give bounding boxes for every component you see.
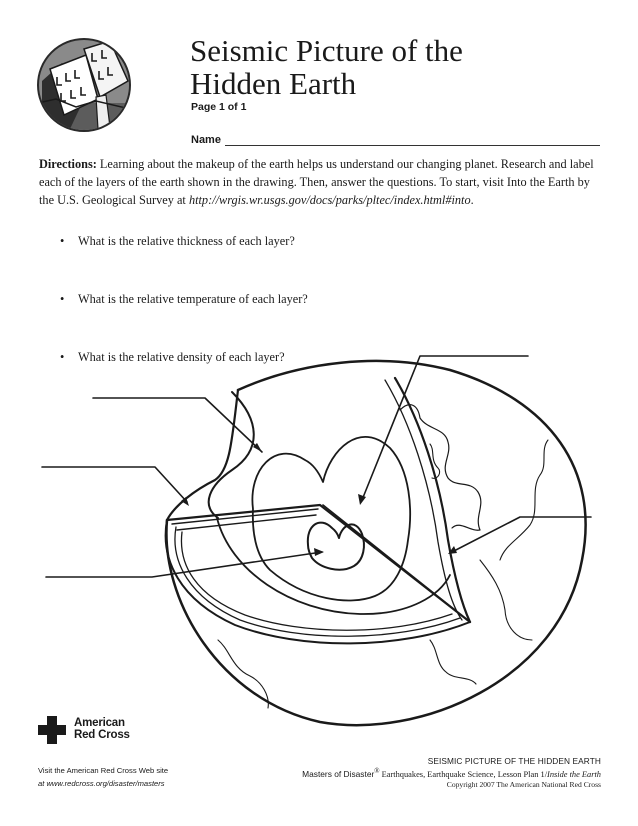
red-cross-icon <box>38 716 66 744</box>
org-name <box>74 717 130 741</box>
page-number-label: Page 1 of 1 <box>191 101 247 113</box>
bullet-icon: • <box>60 292 65 306</box>
continent-5 <box>430 640 476 684</box>
cut-face-right-edge <box>395 378 470 622</box>
earthquake-buildings-logo-icon <box>36 37 132 133</box>
title-line-1: Seismic Picture of the <box>190 33 463 68</box>
directions-period: . <box>470 193 474 207</box>
name-label: Name <box>191 134 221 146</box>
globe-outline <box>166 361 585 725</box>
footer-series: Masters of Disaster <box>302 768 375 779</box>
registered-mark: ® <box>374 767 380 775</box>
usgs-link[interactable]: http://wrgis.wr.usgs.gov/docs/parks/pltec/index.html#into <box>188 193 471 207</box>
mantle-boundary <box>209 392 254 518</box>
title-line-2: Hidden Earth <box>190 66 357 101</box>
name-input-line[interactable] <box>225 145 600 146</box>
directions-text: Learning about the makeup of the earth helps us understand our changing planet. Research and label each of the layers of the earth shown in the drawing. Then, answer the questions. To start, visit Into the Earth by the U.S. Geological Survey at <box>39 157 594 207</box>
question-text: What is the relative temperature of each layer? <box>78 292 308 306</box>
footer-lesson-plan <box>302 766 601 780</box>
footer-copyright: Copyright 2007 The American National Red Cross <box>446 779 601 789</box>
visit-link[interactable]: at www.redcross.org/disaster/masters <box>38 779 165 788</box>
inner-core <box>308 523 364 570</box>
crust-inner-arc-2 <box>181 532 452 630</box>
crust-edge <box>167 390 238 520</box>
core-slice-line <box>323 505 470 622</box>
directions-paragraph <box>39 155 604 209</box>
visit-note <box>38 764 168 790</box>
label-line-outer-core <box>362 356 528 500</box>
question-text: What is the relative density of each layer? <box>78 350 285 364</box>
earth-cutaway-icon <box>0 340 638 740</box>
visit-line-1: Visit the American Red Cross Web site <box>38 766 169 775</box>
arrow-outer-core <box>358 494 366 505</box>
question-item <box>60 292 308 307</box>
question-text: What is the relative thickness of each layer? <box>78 234 295 248</box>
continent-4 <box>480 560 532 640</box>
footer-doc-title: SEISMIC PICTURE OF THE HIDDEN EARTH <box>427 756 601 766</box>
bullet-icon: • <box>60 234 65 248</box>
org-name-line-1: American <box>74 717 125 729</box>
arrow-inner-core <box>314 548 324 556</box>
directions-label: Directions: <box>39 157 97 171</box>
label-line-mantle <box>42 467 187 502</box>
continent-1 <box>400 405 481 531</box>
question-item <box>60 234 295 249</box>
bullet-icon: • <box>60 350 65 364</box>
continent-3 <box>500 440 548 560</box>
org-name-line-2: Red Cross <box>74 729 130 741</box>
footer-info <box>302 756 601 790</box>
footer-plan-text: Earthquakes, Earthquake Science, Lesson Plan 1/ <box>381 769 548 779</box>
cut-face-left-arc <box>166 520 470 643</box>
page-title <box>190 34 463 100</box>
footer-lesson-name: Inside the Earth <box>547 769 601 779</box>
